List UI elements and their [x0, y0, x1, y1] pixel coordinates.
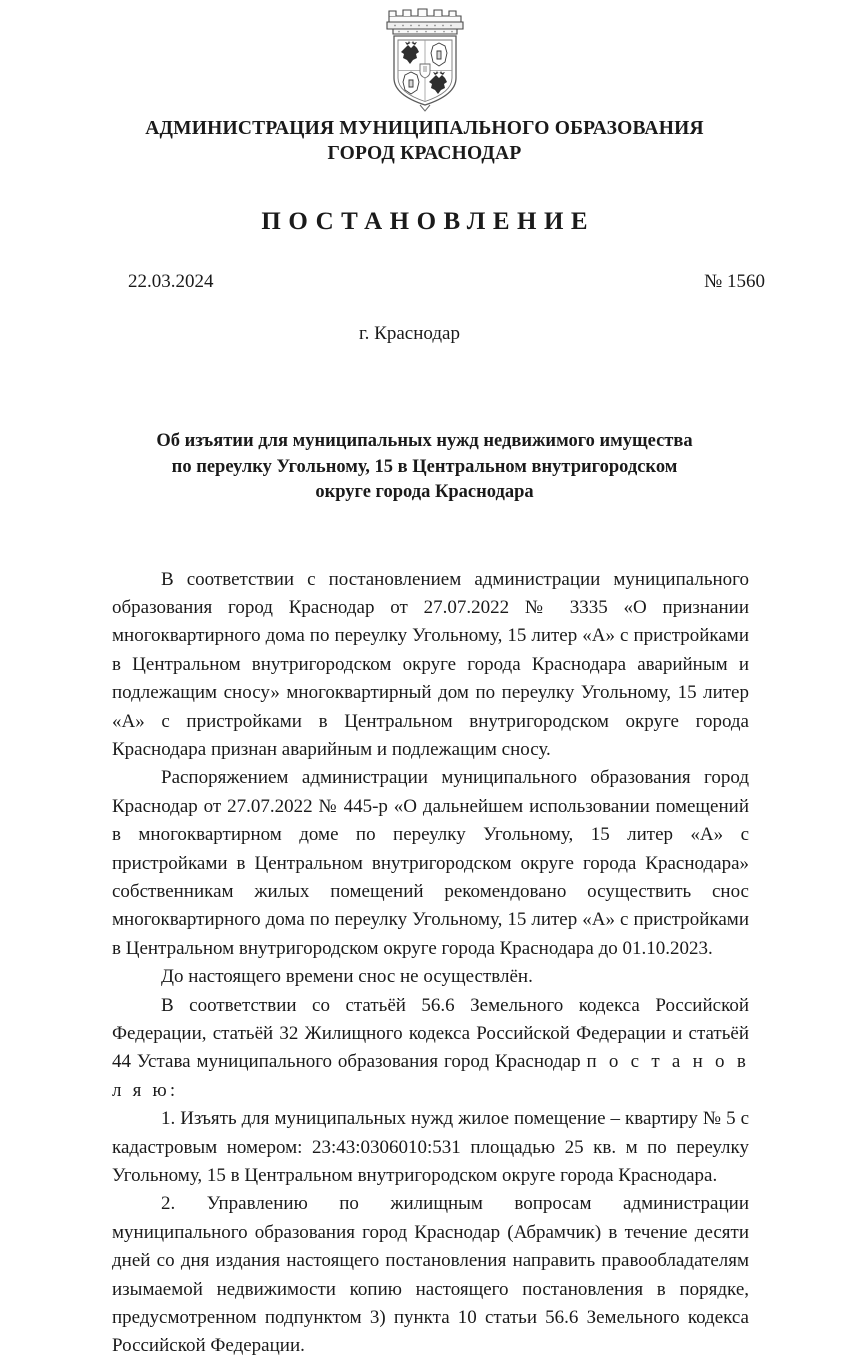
krasnodar-coat-of-arms-icon [377, 8, 473, 112]
document-meta-row [0, 271, 849, 293]
organization-line-2: ГОРОД КРАСНОДАР [327, 143, 522, 164]
document-type-title: ПОСТАНОВЛЕНИЕ [261, 208, 596, 235]
organization-header [0, 116, 849, 166]
paragraph-preamble-3: До настоящего времени снос не осуществлён. [161, 966, 533, 988]
emblem-container [0, 0, 849, 108]
resolve-colon: : [169, 1079, 176, 1101]
paragraph-preamble-1: В соответствии с постановлением администрации муниципального образования город Краснодар от 27.07.2022 № 3335 «О признании многоквартирного дома по переулку Угольному, 15 литер «А» с пристройками в Центральном внутригородском округе города Краснодара аварийным и подлежащим сносу» многоквартирный дом по переулку Угольному, 15 литер «А» с пристройками в Центральном внутригородском округе города Краснодара признан аварийным и подлежащим сносу. [112, 568, 749, 760]
paragraph-item-1: 1. Изъять для муниципальных нужд жилое помещение – квартиру № 5 с кадастровым номером: 23:43:0306010:531 площадью 25 кв. м по переулку Угольному, 15 в Центральном внутригородском округе города Краснодара. [112, 1108, 749, 1187]
organization-line-1: АДМИНИСТРАЦИЯ МУНИЦИПАЛЬНОГО ОБРАЗОВАНИЯ [145, 118, 704, 139]
paragraph-preamble-2: Распоряжением администрации муниципального образования город Краснодар от 27.07.2022 № 445-р «О дальнейшем использовании помещений в многоквартирном доме по переулку Угольному, 15 литер «А» с пристройками в Центральном внутригородском округе города Краснодара» собственникам жилых помещений рекомендовано осуществить снос многоквартирного дома по переулку Угольному, 15 литер «А» с пристройками в Центральном внутригородском округе города Краснодара до 01.10.2023. [112, 767, 749, 959]
document-number: № 1560 [704, 271, 765, 292]
document-body [0, 566, 849, 1361]
document-city: г. Краснодар [359, 323, 460, 344]
legal-basis-text: В соответствии со статьёй 56.6 Земельного кодекса Российской Федерации, статьёй 32 Жилищного кодекса Российской Федерации и статьёй 44 Устава муниципального образования город Краснодар [112, 994, 749, 1073]
document-subject [0, 429, 849, 506]
subject-line-2: по переулку Угольному, 15 в Центральном внутригородском [171, 456, 678, 477]
subject-line-3: округе города Краснодара [315, 482, 534, 502]
document-date: 22.03.2024 [128, 271, 214, 292]
paragraph-legal-basis [112, 992, 749, 1106]
subject-line-1: Об изъятии для муниципальных нужд недвижимого имущества [156, 431, 693, 451]
paragraph-item-2: 2. Управлению по жилищным вопросам администрации муниципального образования город Краснодар (Абрамчик) в течение десяти дней со дня издания настоящего постановления направить правообладателям изымаемой недвижимости копию настоящего постановления в порядке, предусмотренном подпунктом 3) пункта 10 статьи 56.6 Земельного кодекса Российской Федерации. [112, 1193, 749, 1357]
resolve-verb: п о с т а н о в л я ю [112, 1051, 749, 1101]
